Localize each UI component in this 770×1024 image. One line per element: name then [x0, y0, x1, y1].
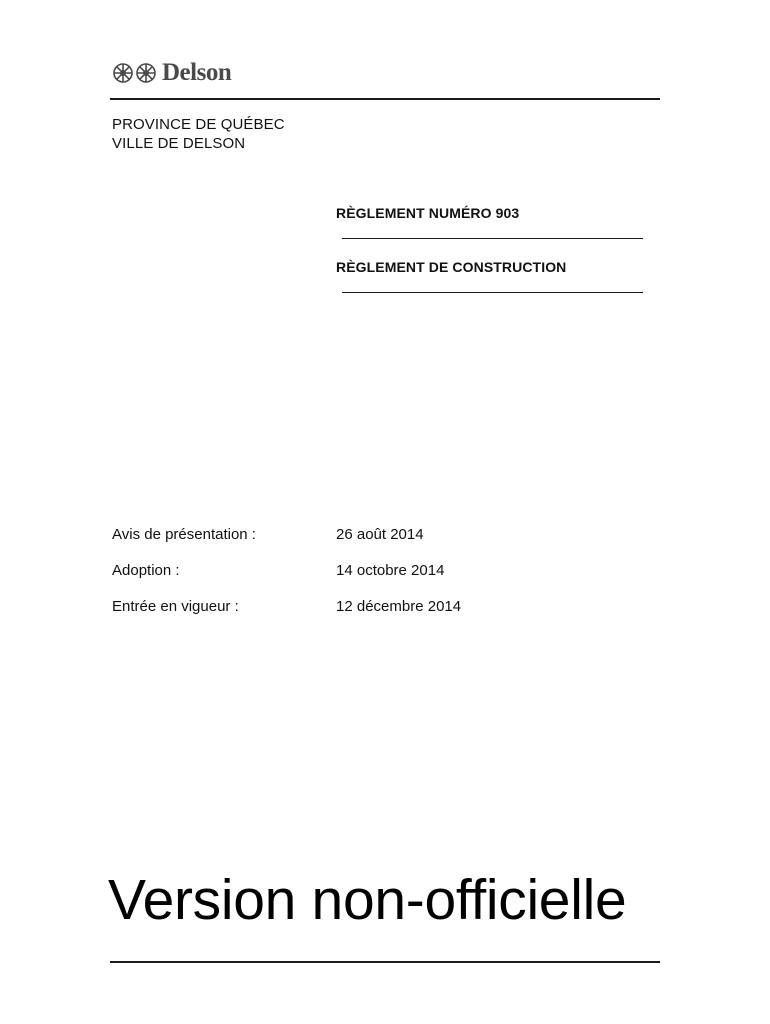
- delson-logo: [112, 58, 231, 88]
- date-value: 26 août 2014: [336, 526, 424, 543]
- date-label: Adoption :: [112, 562, 180, 579]
- bylaw-number-divider: [342, 238, 643, 239]
- bylaw-name-divider: [342, 292, 643, 293]
- bylaw-name-title: RÈGLEMENT DE CONSTRUCTION: [336, 259, 567, 275]
- wagon-wheels-icon: [112, 61, 160, 85]
- city-label: VILLE DE DELSON: [112, 135, 246, 152]
- date-label: Avis de présentation :: [112, 526, 256, 543]
- date-value: 14 octobre 2014: [336, 562, 445, 579]
- top-divider: [110, 98, 660, 100]
- date-value: 12 décembre 2014: [336, 598, 462, 615]
- province-label: PROVINCE DE QUÉBEC: [112, 116, 285, 133]
- logo-text: Delson: [162, 59, 232, 86]
- bylaw-number-title: RÈGLEMENT NUMÉRO 903: [336, 205, 520, 221]
- bottom-divider: [110, 961, 660, 963]
- unofficial-version-watermark: Version non-officielle: [108, 868, 627, 932]
- date-label: Entrée en vigueur :: [112, 598, 239, 615]
